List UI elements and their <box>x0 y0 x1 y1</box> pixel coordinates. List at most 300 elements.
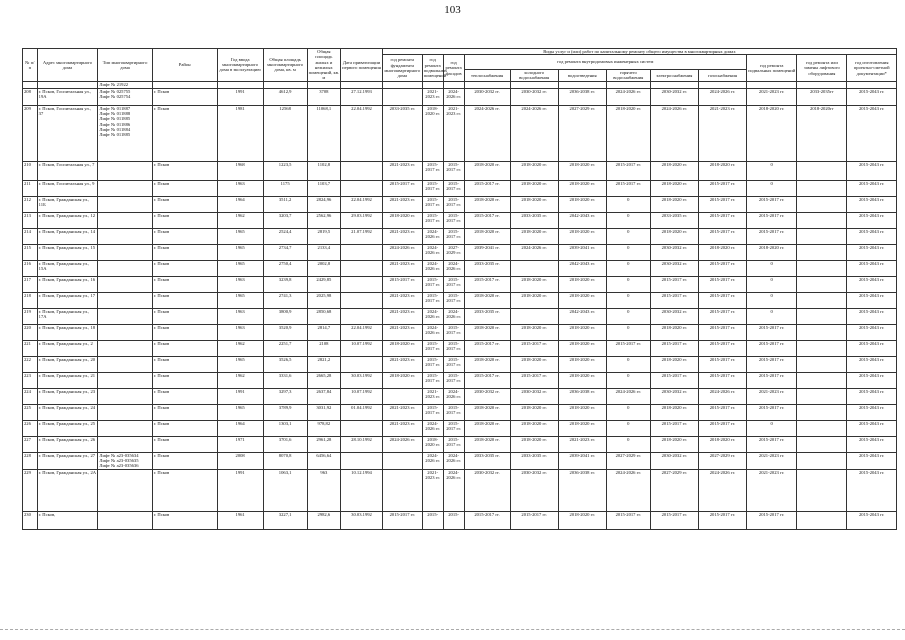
cell-found: 2021-2023 гг. <box>382 161 422 180</box>
cell-cold: 2018-2020 гг. <box>510 324 558 340</box>
cell-year: 1965 <box>217 404 263 420</box>
cell-address: г. Псков, Гражданская ул., 16 <box>37 276 98 292</box>
cell-lift <box>797 292 847 308</box>
cell-gas: 2015-2017 гг. <box>698 292 746 308</box>
cell-num: 217 <box>23 276 38 292</box>
cell-elec: 2018-2020 гг. <box>650 404 698 420</box>
cell-base: 2018-2020 гг. <box>422 105 443 161</box>
cell-living <box>307 81 340 88</box>
cell-sewer: 2018-2020 гг. <box>558 161 606 180</box>
cell-area: 2750,4 <box>263 260 307 276</box>
page-number: 103 <box>444 4 461 16</box>
cell-lift <box>797 388 847 404</box>
cell-hot: 2015-2017 гг. <box>606 340 650 356</box>
cell-address: г. Псков, Госпитальная ул., 37 <box>37 105 98 161</box>
cell-area: 2734,7 <box>263 244 307 260</box>
cell-roof: 2015-2017 гг. <box>747 228 797 244</box>
cell-address <box>37 81 98 88</box>
cell-lift <box>797 452 847 469</box>
cell-area: 2251,7 <box>263 340 307 356</box>
cell-hot: 0 <box>606 196 650 212</box>
cell-facade: 2015-2017 гг. <box>443 228 464 244</box>
cell-roof: 2021-2023 гг. <box>747 388 797 404</box>
cell-priv <box>341 308 383 324</box>
cell-elec: 2030-2032 гг. <box>650 88 698 105</box>
cell-heat: 2018-2020 гг. <box>464 228 510 244</box>
col-electric: электроснабжения <box>650 69 698 81</box>
cell-hot: 0 <box>606 292 650 308</box>
cell-base: 2021-2023 гг. <box>422 469 443 511</box>
cell-lift <box>797 324 847 340</box>
cell-living: 2133,4 <box>307 244 340 260</box>
cell-found: 2021-2023 гг. <box>382 292 422 308</box>
cell-priv: 29.03.1992 <box>341 212 383 228</box>
cell-priv: 30.03.1992 <box>341 372 383 388</box>
col-type: Тип многоквартирного дома <box>98 49 152 82</box>
cell-hot: 0 <box>606 372 650 388</box>
cell-gas: 2024-2026 гг. <box>698 388 746 404</box>
cell-found <box>382 81 422 88</box>
cell-priv <box>341 180 383 196</box>
table-row <box>23 452 897 469</box>
cell-roof: 0 <box>747 420 797 436</box>
cell-hot: 0 <box>606 276 650 292</box>
cell-lift <box>797 469 847 511</box>
table-row <box>23 372 897 388</box>
cell-heat: 2015-2017 гг. <box>464 511 510 529</box>
cell-lift <box>797 180 847 196</box>
cell-roof: 0 <box>747 180 797 196</box>
cell-priv: 10.07.1992 <box>341 340 383 356</box>
cell-address: г. Псков, Гражданская ул., 2А <box>37 469 98 511</box>
cell-area: 3331,6 <box>263 372 307 388</box>
cell-year: 1991 <box>217 469 263 511</box>
cell-heat: 2015-2017 гг. <box>464 180 510 196</box>
cell-sewer <box>558 81 606 88</box>
cell-year: 1965 <box>217 244 263 260</box>
cell-living: 2002,8 <box>307 260 340 276</box>
cell-gas: 2015-2017 гг. <box>698 180 746 196</box>
cell-cold: 2033-2035 гг. <box>510 212 558 228</box>
cell-docs: 2015-2043 гг. <box>847 180 897 196</box>
cell-roof: 2018-2020 гг. <box>747 105 797 161</box>
cell-district: г. Псков <box>152 324 217 340</box>
cell-docs: 2015-2043 гг. <box>847 388 897 404</box>
cell-num: 228 <box>23 452 38 469</box>
cell-year: 1968 <box>217 161 263 180</box>
cell-lift <box>797 372 847 388</box>
cell-type <box>98 340 152 356</box>
col-cold-water: холодного водоснабжения <box>510 69 558 81</box>
cell-heat: 2015-2017 гг. <box>464 212 510 228</box>
cell-facade: 2015-2017 гг. <box>443 436 464 452</box>
cell-cold: 2033-2035 гг. <box>510 452 558 469</box>
cell-lift <box>797 244 847 260</box>
cell-facade: 2015-2017 гг. <box>443 372 464 388</box>
cell-area: 8070,8 <box>263 452 307 469</box>
cell-roof: 2015-2017 гг. <box>747 436 797 452</box>
cell-living: 2814,7 <box>307 324 340 340</box>
cell-district: г. Псков <box>152 372 217 388</box>
cell-roof: 2015-2017 гг. <box>747 356 797 372</box>
cell-facade: 2015-2017 гг. <box>443 180 464 196</box>
cell-cold: 2015-2017 гг. <box>510 511 558 529</box>
cell-gas: 2018-2020 гг. <box>698 436 746 452</box>
cell-heat: 2018-2020 гг. <box>464 404 510 420</box>
cell-district: г. Псков <box>152 436 217 452</box>
cell-roof: 0 <box>747 276 797 292</box>
cell-facade: 2024-2026 гг. <box>443 308 464 324</box>
cell-area: 3227,1 <box>263 511 307 529</box>
cell-facade: 2015-2017 гг. <box>443 404 464 420</box>
cell-type <box>98 372 152 388</box>
cell-docs: 2015-2043 гг. <box>847 340 897 356</box>
cell-found: 2015-2017 гг. <box>382 276 422 292</box>
cell-year: 1981 <box>217 105 263 161</box>
cell-cold: 2018-2020 гг. <box>510 276 558 292</box>
cell-area: 3701,6 <box>263 436 307 452</box>
cell-gas: 2015-2017 гг. <box>698 340 746 356</box>
cell-roof: 2021-2023 гг. <box>747 452 797 469</box>
cell-heat: 2015-2017 гг. <box>464 276 510 292</box>
table-row <box>23 469 897 511</box>
cell-hot: 0 <box>606 420 650 436</box>
col-basement: год ремонта подвальных помещений <box>422 55 443 81</box>
cell-heat: 2033-2035 гг. <box>464 308 510 324</box>
cell-gas <box>698 81 746 88</box>
cell-year: 1964 <box>217 420 263 436</box>
cell-found: 2021-2023 гг. <box>382 228 422 244</box>
cell-base: 2024-2026 гг. <box>422 260 443 276</box>
cell-elec: 2015-2017 гг. <box>650 292 698 308</box>
cell-sewer: 2018-2020 гг. <box>558 340 606 356</box>
cell-address: г. Псков, Гражданская ул., 26 <box>37 436 98 452</box>
cell-lift <box>797 260 847 276</box>
cell-sewer: 2018-2020 гг. <box>558 292 606 308</box>
cell-type <box>98 212 152 228</box>
cell-sewer: 2042-2043 гг. <box>558 212 606 228</box>
col-roof: год ремонта подвальных помещений <box>747 55 797 81</box>
cell-base: 2015-2017 гг. <box>422 276 443 292</box>
cell-elec: 2030-2032 гг. <box>650 388 698 404</box>
cell-hot <box>606 81 650 88</box>
cell-docs: 2015-2043 гг. <box>847 105 897 161</box>
cell-area: 1223,5 <box>263 161 307 180</box>
cell-elec: 2030-2032 гг. <box>650 260 698 276</box>
cell-district: г. Псков <box>152 276 217 292</box>
cell-docs <box>847 81 897 88</box>
cell-lift <box>797 228 847 244</box>
cell-docs: 2015-2043 гг. <box>847 420 897 436</box>
cell-type <box>98 276 152 292</box>
table-row <box>23 260 897 276</box>
cell-base: 2015- <box>422 511 443 529</box>
cell-gas: 2015-2017 гг. <box>698 324 746 340</box>
cell-hot: 2027-2029 гг. <box>606 452 650 469</box>
cell-year: 1961 <box>217 511 263 529</box>
cell-base: 2015-2017 гг. <box>422 292 443 308</box>
cell-type <box>98 292 152 308</box>
cell-found: 2021-2023 гг. <box>382 420 422 436</box>
cell-cold: 2018-2020 гг. <box>510 404 558 420</box>
cell-address: г. Псков, Гражданская ул., 20 <box>37 356 98 372</box>
cell-num <box>23 81 38 88</box>
cell-hot: 0 <box>606 356 650 372</box>
cell-roof: 2015-2017 гг. <box>747 196 797 212</box>
cell-living: 2025,98 <box>307 292 340 308</box>
cell-hot: 2018-2020 гг. <box>606 105 650 161</box>
cell-year: 1963 <box>217 324 263 340</box>
cell-living: 2824,96 <box>307 196 340 212</box>
cell-priv <box>341 452 383 469</box>
table-row <box>23 511 897 529</box>
cell-hot: 2015-2017 гг. <box>606 161 650 180</box>
cell-sewer: 2042-2043 гг. <box>558 260 606 276</box>
cell-area: 3297,3 <box>263 388 307 404</box>
cell-sewer: 2042-2043 гг. <box>558 308 606 324</box>
cell-district: г. Псков <box>152 308 217 324</box>
col-num: № п/п <box>23 49 38 82</box>
cell-gas: 2021-2023 гг. <box>698 105 746 161</box>
cell-type: Лифт № 011887 Лифт № 011888 Лифт № 011885 Лифт № 011886 Лифт № 011884 Лифт № 011885 <box>98 105 152 161</box>
cell-lift <box>797 196 847 212</box>
cell-priv <box>341 161 383 180</box>
cell-address: г. Псков, Гражданская ул., 17А <box>37 308 98 324</box>
cell-lift <box>797 212 847 228</box>
cell-living: 2850,68 <box>307 308 340 324</box>
table-row <box>23 308 897 324</box>
cell-found: 2018-2020 гг. <box>382 212 422 228</box>
cell-facade: 2015-2017 гг. <box>443 324 464 340</box>
cell-elec: 2018-2020 гг. <box>650 161 698 180</box>
cell-living: 3708 <box>307 88 340 105</box>
cell-docs: 2015-2043 гг. <box>847 511 897 529</box>
cell-num: 226 <box>23 420 38 436</box>
table-row <box>23 324 897 340</box>
cell-facade <box>443 81 464 88</box>
table-row <box>23 196 897 212</box>
cell-type <box>98 324 152 340</box>
table-row <box>23 420 897 436</box>
cell-cold: 2018-2020 гг. <box>510 436 558 452</box>
cell-heat: 2033-2035 гг. <box>464 260 510 276</box>
cell-living: 2108 <box>307 340 340 356</box>
cell-heat: 2024-2026 гг. <box>464 105 510 161</box>
cell-heat: 2033-2035 гг. <box>464 452 510 469</box>
cell-type <box>98 511 152 529</box>
cell-priv: 10.07.1992 <box>341 388 383 404</box>
cell-cold: 2030-2032 гг. <box>510 388 558 404</box>
cell-district: г. Псков <box>152 452 217 469</box>
cell-gas: 2015-2017 гг. <box>698 404 746 420</box>
cell-heat: 2018-2020 гг. <box>464 324 510 340</box>
cell-elec: 2018-2020 гг. <box>650 180 698 196</box>
cell-found <box>382 469 422 511</box>
cell-district: г. Псков <box>152 88 217 105</box>
cell-hot: 0 <box>606 212 650 228</box>
cell-gas: 2018-2020 гг. <box>698 244 746 260</box>
col-area: Общая площадь многоквартирного дома, кв. м <box>263 49 307 82</box>
table-row <box>23 436 897 452</box>
cell-docs: 2015-2043 гг. <box>847 260 897 276</box>
col-year: Год ввода многоквартирного дома в эксплуатацию <box>217 49 263 82</box>
cell-priv: 28.10.1992 <box>341 436 383 452</box>
cell-facade: 2015-2017 гг. <box>443 196 464 212</box>
cell-year: 1991 <box>217 388 263 404</box>
cell-cold: 2018-2020 гг. <box>510 196 558 212</box>
cell-docs: 2015-2043 гг. <box>847 88 897 105</box>
cell-cold: 2024-2026 гг. <box>510 244 558 260</box>
cell-heat: 2018-2020 гг. <box>464 161 510 180</box>
cell-roof: 2015-2017 гг. <box>747 404 797 420</box>
cell-elec <box>650 81 698 88</box>
systems-group-header: год ремонта внутридомовых инженерных систем <box>464 55 746 69</box>
scan-edge <box>0 628 905 630</box>
cell-district: г. Псков <box>152 244 217 260</box>
cell-sewer: 2018-2020 гг. <box>558 356 606 372</box>
cell-found: 2021-2023 гг. <box>382 356 422 372</box>
cell-address: г. Псков, Гражданская ул., 23 <box>37 388 98 404</box>
cell-found: 2024-2026 гг. <box>382 244 422 260</box>
cell-type <box>98 308 152 324</box>
cell-facade: 2015-2017 гг. <box>443 356 464 372</box>
cell-priv: 22.04.1992 <box>341 324 383 340</box>
cell-hot: 0 <box>606 228 650 244</box>
cell-type <box>98 356 152 372</box>
cell-lift <box>797 161 847 180</box>
cell-living: 2819,5 <box>307 228 340 244</box>
cell-area: 1063,1 <box>263 469 307 511</box>
cell-found: 2021-2023 гг. <box>382 196 422 212</box>
table-row <box>23 404 897 420</box>
cell-elec: 2030-2032 гг. <box>650 308 698 324</box>
cell-type: Лифт № 21922 <box>98 81 152 88</box>
cell-hot: 2015-2017 гг. <box>606 180 650 196</box>
cell-num: 229 <box>23 469 38 511</box>
cell-heat: 2030-2032 гг. <box>464 388 510 404</box>
col-heat: теплоснабжения <box>464 69 510 81</box>
cell-sewer: 2027-2029 гг. <box>558 105 606 161</box>
cell-area: 3203,7 <box>263 212 307 228</box>
cell-lift <box>797 356 847 372</box>
cell-docs: 2015-2043 гг. <box>847 228 897 244</box>
table-row <box>23 244 897 260</box>
cell-address: г. Псков, Госпитальная ул., 7 <box>37 161 98 180</box>
cell-docs: 2015-2043 гг. <box>847 404 897 420</box>
cell-district: г. Псков <box>152 511 217 529</box>
cell-heat: 2039-2041 гг. <box>464 244 510 260</box>
cell-elec: 2015-2017 гг. <box>650 372 698 388</box>
cell-docs: 2015-2043 гг. <box>847 452 897 469</box>
cell-address: г. Псков, Гражданская ул., 12 <box>37 212 98 228</box>
cell-cold <box>510 81 558 88</box>
cell-docs: 2015-2043 гг. <box>847 372 897 388</box>
cell-found: 2024-2026 гг. <box>382 436 422 452</box>
cell-elec: 2030-2032 гг. <box>650 452 698 469</box>
cell-type <box>98 228 152 244</box>
cell-sewer: 2018-2020 гг. <box>558 511 606 529</box>
cell-sewer: 2018-2020 гг. <box>558 228 606 244</box>
col-docs: год изготовления проектно-сметной документации* <box>847 55 897 81</box>
cell-docs: 2015-2043 гг. <box>847 292 897 308</box>
cell-found: 2018-2020 гг. <box>382 340 422 356</box>
cell-base: 2015-2017 гг. <box>422 161 443 180</box>
cell-gas: 2015-2017 гг. <box>698 356 746 372</box>
cell-num: 214 <box>23 228 38 244</box>
cell-district: г. Псков <box>152 228 217 244</box>
cell-district: г. Псков <box>152 420 217 436</box>
cell-priv: 10.12.1994 <box>341 469 383 511</box>
cell-base: 2015-2017 гг. <box>422 356 443 372</box>
cell-priv <box>341 81 383 88</box>
col-foundation: год ремонта фундамента многоквартирного дома <box>382 55 422 81</box>
cell-elec: 2030-2032 гг. <box>650 244 698 260</box>
table-row <box>23 388 897 404</box>
cell-area: 2524,4 <box>263 228 307 244</box>
cell-facade: 2015-2017 гг. <box>443 212 464 228</box>
cell-hot: 0 <box>606 260 650 276</box>
cell-area: 3526,5 <box>263 356 307 372</box>
cell-year: 1962 <box>217 372 263 388</box>
cell-found <box>382 88 422 105</box>
cell-sewer: 2018-2020 гг. <box>558 276 606 292</box>
cell-priv: 27.12.1993 <box>341 88 383 105</box>
col-gas: газоснабжения <box>698 69 746 81</box>
cell-priv <box>341 276 383 292</box>
cell-elec: 2018-2020 гг. <box>650 436 698 452</box>
cell-cold: 2018-2020 гг. <box>510 292 558 308</box>
table-row <box>23 212 897 228</box>
cell-address: г. Псков, Госпитальная ул., 9 <box>37 180 98 196</box>
cell-priv: 22.04.1992 <box>341 196 383 212</box>
cell-address: г. Псков, Гражданская ул., 27 <box>37 452 98 469</box>
works-group-header: Виды услуг и (или) работ по капитальному ремонту общего имущества в многоквартирных домах <box>382 49 896 55</box>
cell-cold: 2018-2020 гг. <box>510 228 558 244</box>
cell-gas: 2015-2017 гг. <box>698 420 746 436</box>
cell-facade: 2027-2029 гг. <box>443 244 464 260</box>
cell-heat: 2018-2020 гг. <box>464 436 510 452</box>
cell-year: 1964 <box>217 196 263 212</box>
cell-priv: 01.04.1992 <box>341 404 383 420</box>
table-row <box>23 292 897 308</box>
cell-found: 2021-2023 гг. <box>382 404 422 420</box>
col-sewer: водоотведения <box>558 69 606 81</box>
cell-found: 2021-2023 гг. <box>382 260 422 276</box>
cell-num: 211 <box>23 180 38 196</box>
cell-address: г. Псков, Гражданская ул., 2 <box>37 340 98 356</box>
cell-living: 2665,28 <box>307 372 340 388</box>
cell-docs: 2015-2043 гг. <box>847 212 897 228</box>
cell-type <box>98 180 152 196</box>
cell-facade: 2015-2017 гг. <box>443 292 464 308</box>
cell-facade: 2024-2026 гг. <box>443 452 464 469</box>
cell-lift <box>797 81 847 88</box>
cell-address: г. Псков, Гражданская ул., 15 <box>37 244 98 260</box>
cell-num: 222 <box>23 356 38 372</box>
cell-base: 2021-2023 гг. <box>422 388 443 404</box>
cell-base: 2015-2017 гг. <box>422 404 443 420</box>
col-address: Адрес многоквартирного дома <box>37 49 98 82</box>
cell-roof: 0 <box>747 292 797 308</box>
cell-heat: 2018-2020 гг. <box>464 196 510 212</box>
cell-type <box>98 260 152 276</box>
cell-base: 2015-2017 гг. <box>422 196 443 212</box>
cell-elec: 2015-2017 гг. <box>650 511 698 529</box>
table-row <box>23 105 897 161</box>
cell-district: г. Псков <box>152 469 217 511</box>
cell-priv: 22.04.1992 <box>341 105 383 161</box>
cell-lift <box>797 308 847 324</box>
